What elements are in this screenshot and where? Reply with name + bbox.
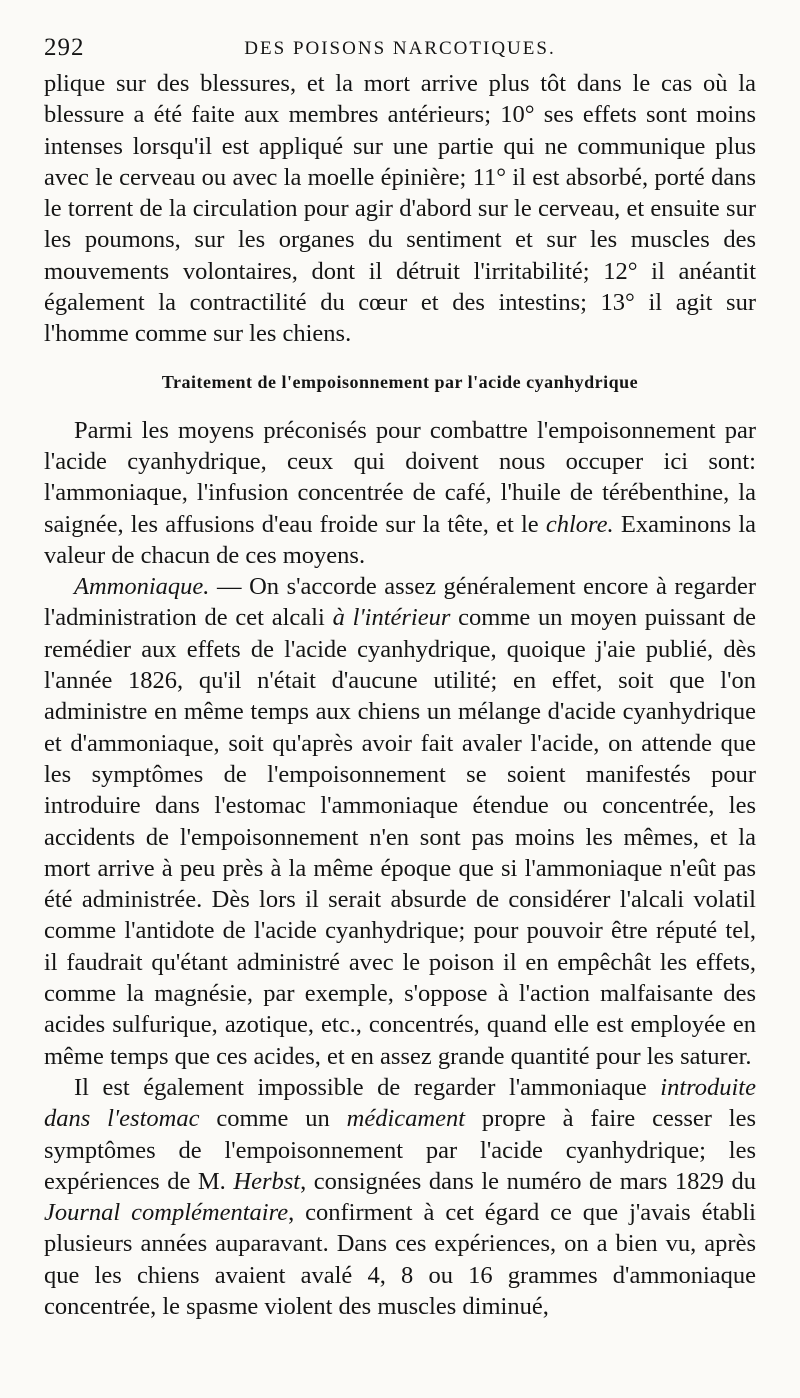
text-run: Examinons la valeur de chacun de ces moyens. bbox=[44, 510, 756, 569]
page-header bbox=[44, 34, 756, 68]
section-title: Traitement de l'empoisonnement par l'acide cyanhydrique bbox=[161, 371, 639, 392]
text-run: — On s'accorde assez généralement encore à regarder l'administration de cet alcali bbox=[44, 573, 756, 632]
italic-term: médicament bbox=[346, 1105, 465, 1133]
text-run: comme un moyen puissant de remédier aux effets de l'acide cyanhydrique, quoique j'aie publié, dès l'année 1826, qu'il n'était d'aucune utilité; en effet, soit que l'on administre en même temps aux chiens un mélange d'acide cyanhydrique et d'ammoniaque, soit qu'après avoir fait avaler l'acide, on attende que les symptômes de l'empoisonnement se soient manifestés pour introduire dans l'estomac l'ammoniaque étendue ou concentrée, les accidents de l'empoisonnement n'en sont pas moins les mêmes, et la mort arrive à peu près à la même époque que si l'ammoniaque n'eût pas été administrée. Dès lors il serait absurde de considérer l'alcali volatil comme l'antidote de l'acide cyanhydrique; pour pouvoir être réputé tel, il faudrait qu'étant administré avec le poison il en empêchât les effets, comme la magnésie, par exemple, s'oppose à l'action malfaisante des acides sulfurique, azotique, etc., concentrés, quand elle est employée en même temps que ces acides, et en assez grande quantité pour les saturer. bbox=[44, 604, 756, 1070]
italic-heading-ammoniaque: Ammoniaque. bbox=[74, 573, 210, 601]
page-number: 292 bbox=[44, 34, 85, 61]
text-run: Parmi les moyens préconisés pour combattre l'empoisonnement par l'acide cyanhydrique, ceux qui doivent nous occuper ici sont: l'ammoniaque, l'infusion concentrée de café, l'huile de térébenthine, la saignée, les affusions d'eau froide sur la tête, et le bbox=[44, 416, 756, 538]
italic-phrase: à l'intérieur bbox=[332, 604, 451, 632]
paragraph-ammoniaque-estomac bbox=[44, 1072, 756, 1322]
text-run: , consignées dans le numéro de mars 1829 du bbox=[300, 1167, 756, 1195]
italic-phrase: introduite dans l'estomac bbox=[44, 1073, 756, 1133]
paragraph-continuation: plique sur des blessures, et la mort arrive plus tôt dans le cas où la blessure a été faite aux membres antérieurs; 10° ses effets sont moins intenses lorsqu'il est appliqué sur une partie qui ne communique plus avec le cerveau ou avec la moelle épinière; 11° il est absorbé, porté dans le torrent de la circulation pour agir d'abord sur le cerveau, et ensuite sur les poumons, sur les organes du sentiment et sur les muscles des mouvements volontaires, dont il détruit l'irritabilité; 12° il anéantit également la contractilité du cœur et des intestins; 13° il agit sur l'homme comme sur les chiens. bbox=[44, 70, 756, 348]
paragraph-treatment-intro bbox=[44, 415, 756, 571]
text-run: propre à faire cesser les symptômes de l'empoisonnement par l'acide cyanhydrique; les expériences de M. bbox=[44, 1105, 756, 1195]
italic-author: Herbst bbox=[233, 1167, 301, 1195]
running-head: DES POISONS NARCOTIQUES. bbox=[244, 38, 556, 59]
paragraph-ammoniaque bbox=[44, 571, 756, 1072]
italic-term-chlore: chlore. bbox=[545, 510, 614, 538]
text-run: Il est également impossible de regarder l'ammoniaque bbox=[74, 1073, 661, 1101]
text-run: , confirment à cet égard ce que j'avais établi plusieurs années auparavant. Dans ces expériences, on a bien vu, après que les chiens avaient avalé 4, 8 ou 16 grammes d'ammoniaque concentrée, le spasme violent des muscles diminué, bbox=[44, 1199, 756, 1320]
italic-journal: Journal complémentaire bbox=[44, 1199, 289, 1227]
text-run: comme un bbox=[199, 1105, 347, 1133]
